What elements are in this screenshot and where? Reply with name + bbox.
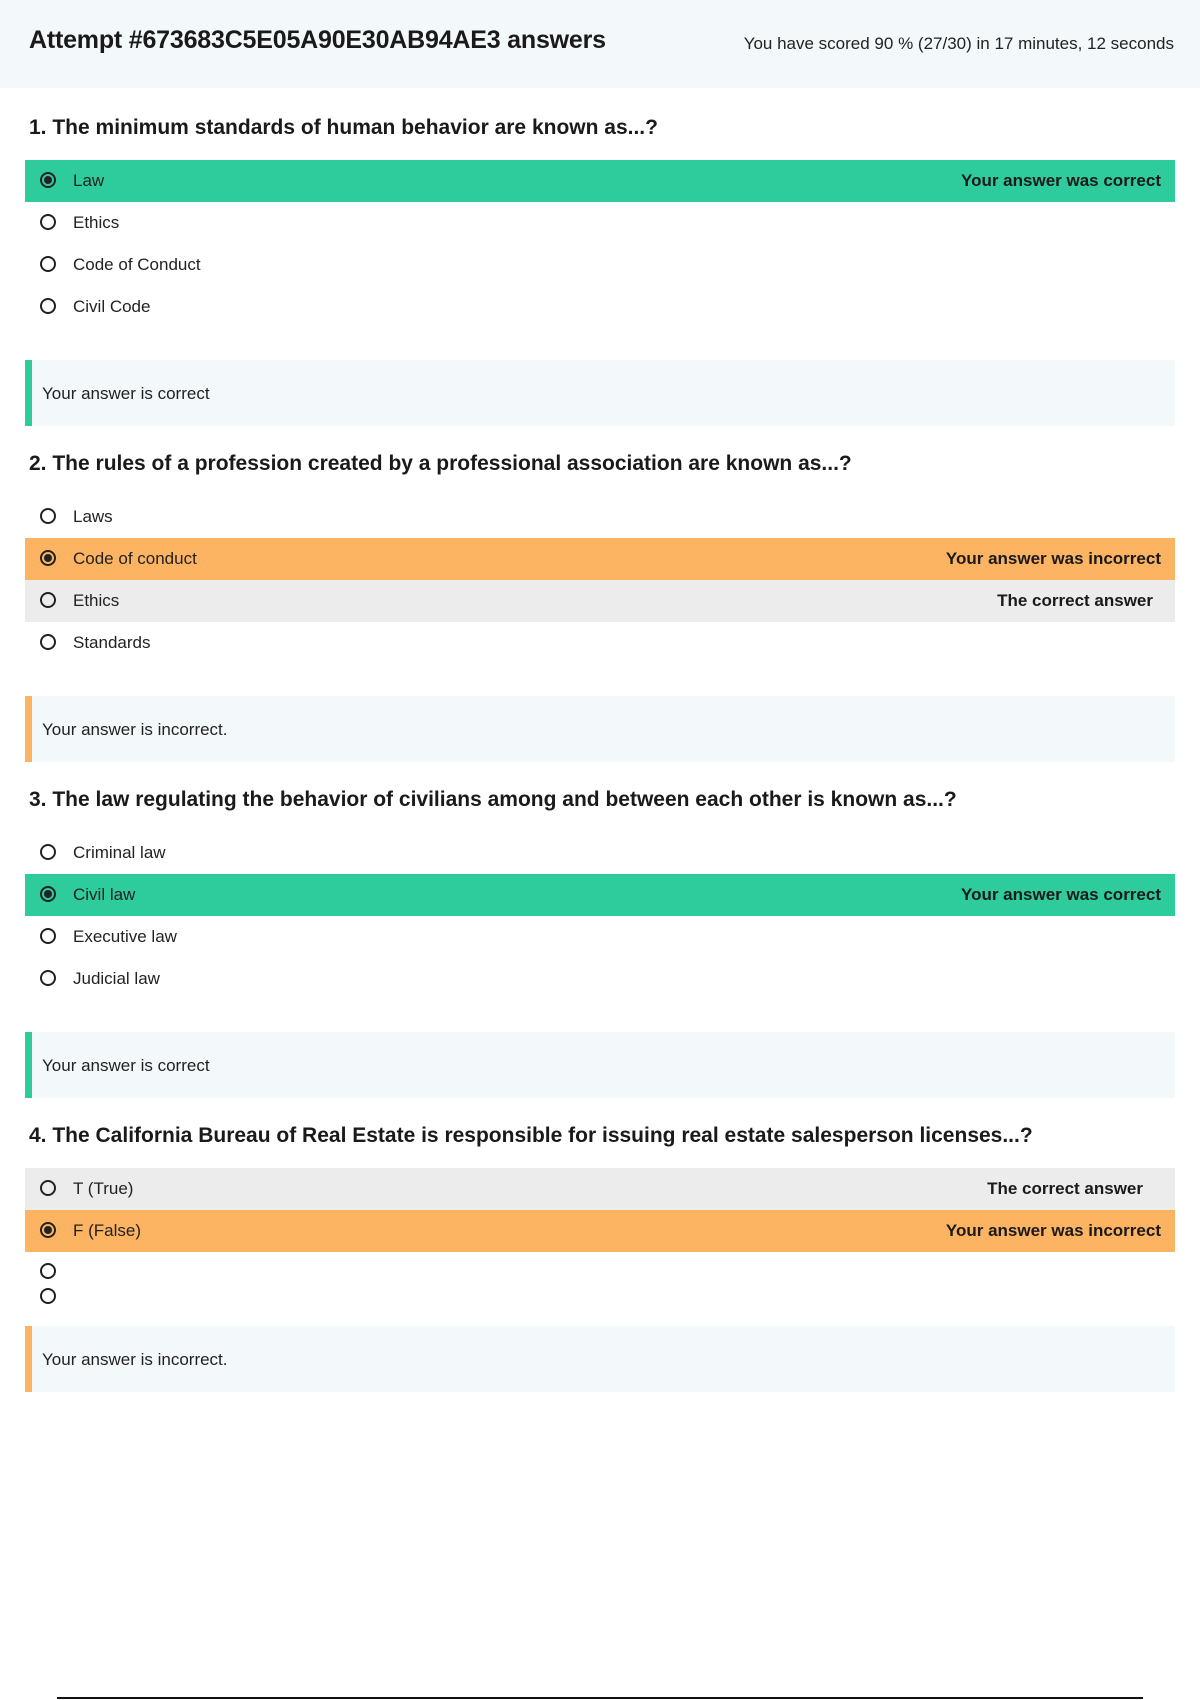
answer-status: Your answer was incorrect <box>945 549 1161 568</box>
radio-icon[interactable] <box>40 1263 56 1279</box>
q2-option-3[interactable] <box>25 580 1175 622</box>
footer-divider <box>57 1697 1143 1699</box>
radio-icon[interactable] <box>40 592 56 608</box>
option-label: F (False) <box>73 1221 141 1240</box>
answer-status: Your answer was incorrect <box>945 1221 1161 1240</box>
answer-status: The correct answer <box>997 591 1153 610</box>
q4-feedback <box>25 1326 1175 1392</box>
q2-feedback <box>25 696 1175 762</box>
option-label: Judicial law <box>73 969 160 988</box>
radio-icon[interactable] <box>40 1288 56 1304</box>
option-label: Ethics <box>73 213 120 232</box>
radio-icon[interactable] <box>40 970 56 986</box>
q4-option-3[interactable] <box>25 1261 1175 1285</box>
feedback-text: Your answer is correct <box>42 1056 210 1075</box>
attempt-header <box>0 0 1200 88</box>
q1-option-1[interactable] <box>25 160 1175 202</box>
option-label: Law <box>73 171 105 190</box>
radio-icon[interactable] <box>40 1180 56 1196</box>
radio-selected-icon[interactable] <box>40 550 56 566</box>
q3-option-3[interactable] <box>25 916 1175 958</box>
answer-status: The correct answer <box>987 1179 1143 1198</box>
score-summary: You have scored 90 % (27/30) in 17 minutes, 12 seconds <box>743 34 1174 53</box>
radio-icon[interactable] <box>40 256 56 272</box>
option-label: Executive law <box>73 927 177 946</box>
answer-status: Your answer was correct <box>961 171 1161 190</box>
q1-option-4[interactable] <box>25 286 1175 328</box>
page-title: Attempt #673683C5E05A90E30AB94AE3 answers <box>29 26 606 54</box>
question-4-title: 4. The California Bureau of Real Estate is responsible for issuing real estate salesperson licenses...? <box>29 1124 1033 1147</box>
option-label: Civil law <box>73 885 136 904</box>
radio-selected-icon[interactable] <box>40 886 56 902</box>
option-label: Code of conduct <box>73 549 197 568</box>
q2-option-4[interactable] <box>25 622 1175 664</box>
q2-option-1[interactable] <box>25 496 1175 538</box>
q3-option-4[interactable] <box>25 958 1175 1000</box>
question-2-title: 2. The rules of a profession created by a professional association are known as...? <box>29 452 852 475</box>
q3-option-1[interactable] <box>25 832 1175 874</box>
radio-icon[interactable] <box>40 214 56 230</box>
radio-icon[interactable] <box>40 634 56 650</box>
feedback-text: Your answer is incorrect. <box>42 720 228 739</box>
q3-option-2[interactable] <box>25 874 1175 916</box>
q4-option-1[interactable] <box>25 1168 1175 1210</box>
option-label: Code of Conduct <box>73 255 201 274</box>
option-label: Standards <box>73 633 151 652</box>
feedback-text: Your answer is correct <box>42 384 210 403</box>
q1-feedback <box>25 360 1175 426</box>
q4-option-4[interactable] <box>25 1286 1175 1310</box>
radio-icon[interactable] <box>40 298 56 314</box>
option-label: Criminal law <box>73 843 166 862</box>
option-label: T (True) <box>73 1179 134 1198</box>
radio-icon[interactable] <box>40 508 56 524</box>
question-1-title: 1. The minimum standards of human behavior are known as...? <box>29 116 658 139</box>
option-label: Ethics <box>73 591 120 610</box>
option-label: Laws <box>73 507 113 526</box>
q1-option-3[interactable] <box>25 244 1175 286</box>
feedback-text: Your answer is incorrect. <box>42 1350 228 1369</box>
radio-selected-icon[interactable] <box>40 1222 56 1238</box>
question-3-title: 3. The law regulating the behavior of civilians among and between each other is known as...? <box>29 788 957 811</box>
q1-option-2[interactable] <box>25 202 1175 244</box>
q4-option-2[interactable] <box>25 1210 1175 1252</box>
q2-option-2[interactable] <box>25 538 1175 580</box>
answer-status: Your answer was correct <box>961 885 1161 904</box>
q3-feedback <box>25 1032 1175 1098</box>
radio-selected-icon[interactable] <box>40 172 56 188</box>
option-label: Civil Code <box>73 297 151 316</box>
radio-icon[interactable] <box>40 844 56 860</box>
radio-icon[interactable] <box>40 928 56 944</box>
